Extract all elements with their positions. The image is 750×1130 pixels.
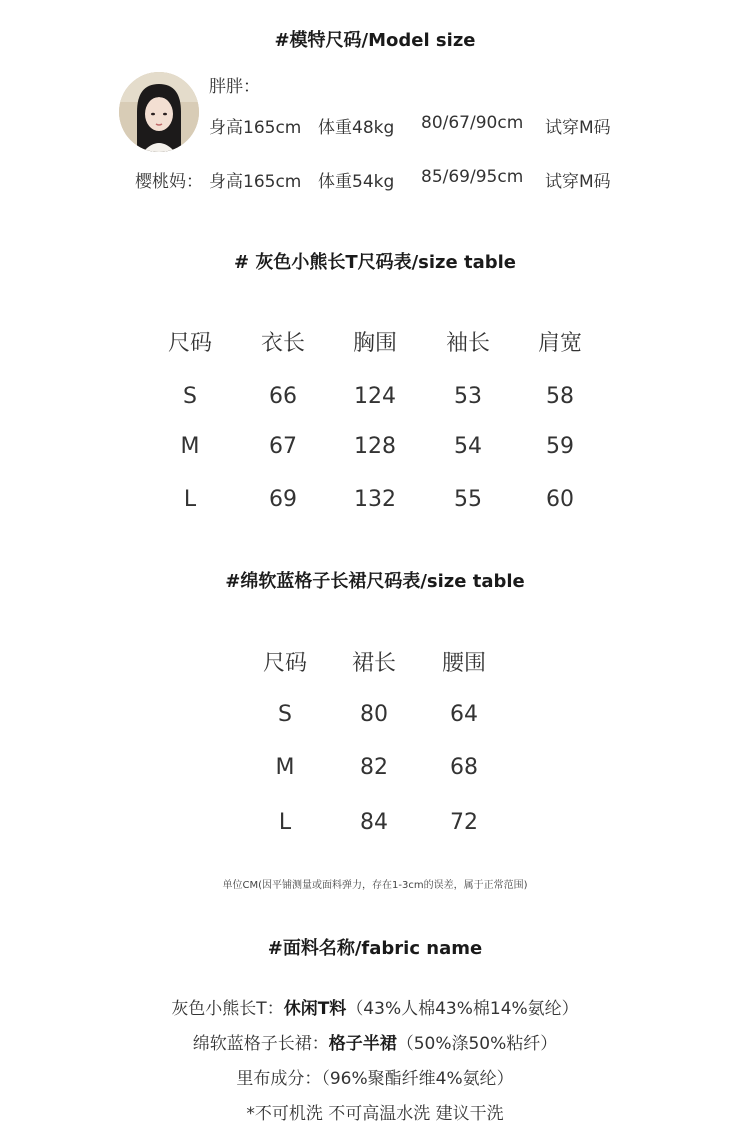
- table-cell: M: [180, 434, 200, 459]
- tshirt-header-sleeve: 袖长: [445, 331, 490, 356]
- table-cell: 80: [360, 702, 388, 727]
- model-photo: [119, 72, 199, 152]
- table-cell: 64: [450, 702, 478, 727]
- table-cell: 66: [269, 384, 297, 409]
- skirt-header-length: 裙长: [351, 651, 396, 676]
- table-cell: 132: [354, 487, 396, 512]
- skirt-header-waist: 腰围: [441, 651, 486, 676]
- model1-name: 胖胖：: [209, 77, 260, 97]
- tshirt-header-chest: 胸围: [352, 331, 397, 356]
- skirt-header-size: 尺码: [262, 651, 307, 676]
- table-cell: 60: [546, 487, 574, 512]
- model1-weight: 体重48kg: [318, 118, 395, 138]
- model2-name: 樱桃妈：: [135, 172, 203, 192]
- skirt-size-title: #绵软蓝格子长裙尺码表/size table: [225, 571, 525, 592]
- fabric-tshirt-label: 灰色小熊长T：: [171, 999, 284, 1019]
- model2-measurements: 85/69/95cm: [421, 167, 524, 187]
- model2-weight: 体重54kg: [318, 172, 395, 192]
- model-avatar: [119, 72, 199, 152]
- table-cell: L: [183, 487, 197, 512]
- table-cell: 84: [360, 810, 388, 835]
- unit-note: 单位CM(因平铺测量或面料弹力，存在1-3cm的误差，属于正常范围): [222, 880, 528, 891]
- tshirt-size-title: # 灰色小熊长T尺码表/size table: [233, 252, 517, 273]
- table-cell: 53: [454, 384, 482, 409]
- fabric-line-tshirt: [0, 994, 750, 1019]
- model1-measurements: 80/67/90cm: [421, 113, 524, 133]
- tshirt-header-size: 尺码: [167, 331, 212, 356]
- fabric-title: #面料名称/fabric name: [267, 938, 483, 959]
- table-cell: S: [183, 384, 197, 409]
- table-cell: 69: [269, 487, 297, 512]
- model2-try-size: 试穿M码: [545, 172, 611, 192]
- table-cell: 128: [354, 434, 396, 459]
- table-cell: 68: [450, 755, 478, 780]
- tshirt-header-length: 衣长: [260, 331, 305, 356]
- table-cell: 58: [546, 384, 574, 409]
- tshirt-header-shoulder: 肩宽: [537, 331, 582, 356]
- model-size-title: #模特尺码/Model size: [274, 30, 476, 51]
- table-cell: 67: [269, 434, 297, 459]
- table-cell: 55: [454, 487, 482, 512]
- table-cell: 124: [354, 384, 396, 409]
- fabric-line-skirt: [0, 1029, 750, 1054]
- model1-try-size: 试穿M码: [545, 118, 611, 138]
- table-cell: M: [275, 755, 295, 780]
- fabric-line-lining: 里布成分：（96%聚酯纤维4%氨纶）: [236, 1069, 514, 1089]
- table-cell: 54: [454, 434, 482, 459]
- table-cell: 59: [546, 434, 574, 459]
- table-cell: 82: [360, 755, 388, 780]
- fabric-tshirt-material: 休闲T料: [283, 999, 347, 1019]
- fabric-skirt-label: 绵软蓝格子长裙：: [192, 1034, 329, 1054]
- table-cell: S: [278, 702, 292, 727]
- fabric-skirt-composition: （50%涤50%粘纤）: [396, 1034, 558, 1054]
- model2-height: 身高165cm: [209, 172, 302, 192]
- fabric-skirt-material: 格子半裙: [328, 1034, 397, 1054]
- table-cell: L: [278, 810, 292, 835]
- fabric-tshirt-composition: （43%人棉43%棉14%氨纶）: [346, 999, 579, 1019]
- care-instructions: *不可机洗 不可高温水洗 建议干洗: [246, 1104, 504, 1124]
- model1-height: 身高165cm: [209, 118, 302, 138]
- table-cell: 72: [450, 810, 478, 835]
